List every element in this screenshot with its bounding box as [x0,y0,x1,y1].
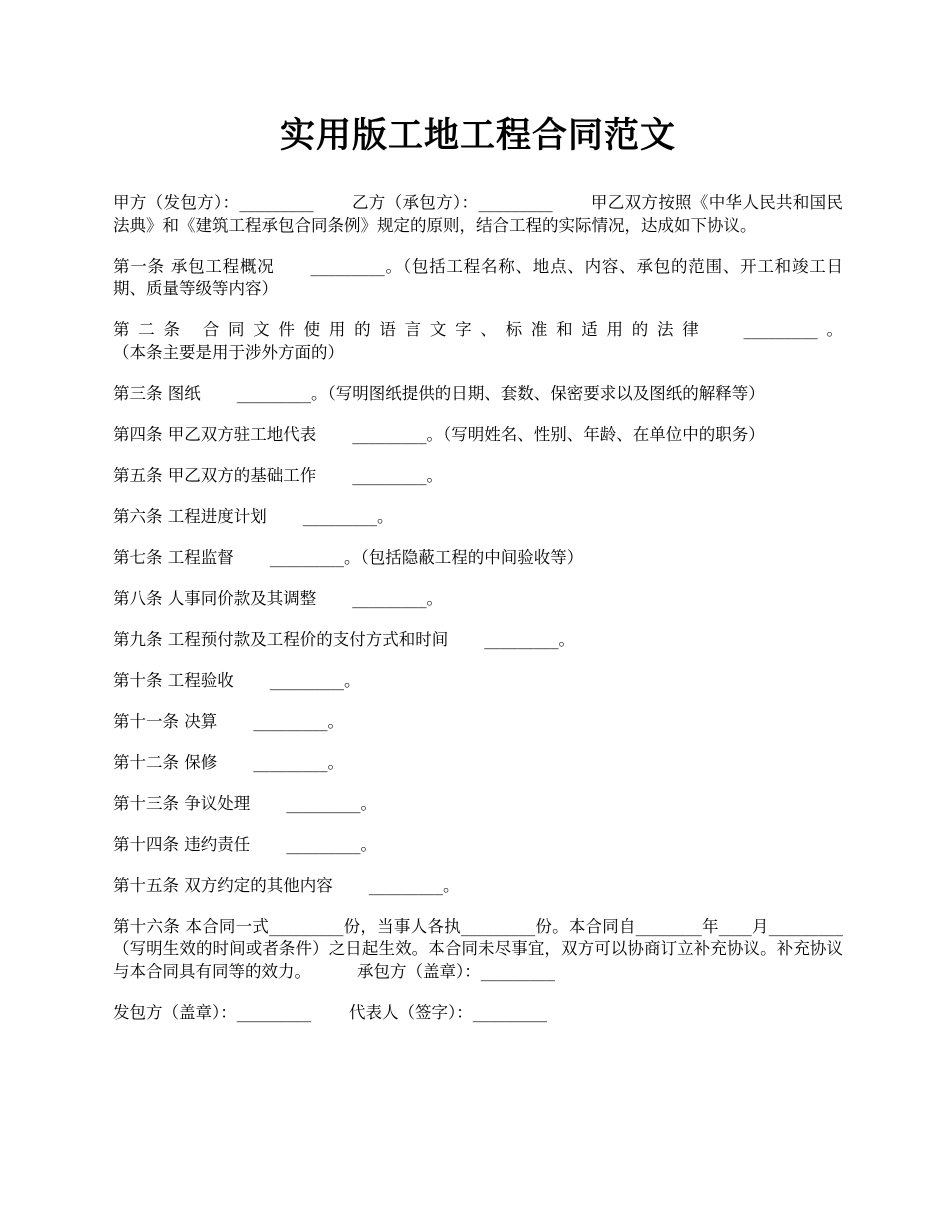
article-heading: 第四条 甲乙双方驻工地代表 [113,424,317,444]
article-16 [113,916,843,984]
article-paragraph [113,506,843,529]
article-blank: _________。 [352,465,443,485]
article-paragraph [113,629,843,652]
article-blank: _________。 [352,588,443,608]
articles-list [113,256,843,898]
article-blank: _________。 [352,424,443,444]
article-heading: 第十四条 违约责任 [113,834,251,854]
article-paragraph [113,383,843,406]
article-paragraph [113,752,843,775]
article-heading: 第一条 承包工程概况 [113,256,275,276]
representative-field: 代表人（签字）：_________ [349,1002,547,1022]
article-blank: _________。 [286,834,377,854]
article-paragraph [113,670,843,693]
contractor-seal-field: 承包方（盖章）：_________ [357,961,555,981]
article-blank: _________。 [302,506,394,526]
article-paragraph [113,711,843,734]
article-note: （包括工程名称、地点、内容、承包的范围、开工和竣工日期、质量等级等内容） [113,256,844,298]
article-paragraph [113,875,843,898]
article-note: （写明姓名、性别、年龄、在单位中的职务） [443,424,765,444]
document-page [113,112,843,1043]
article-paragraph [113,834,843,857]
article-blank: _________。 [368,875,460,895]
article-blank: _________。 [253,711,344,731]
article-blank: _________。 [269,547,361,567]
article-paragraph [113,319,843,364]
article-blank: _________。 [286,793,377,813]
document-title: 实用版工地工程合同范文 [279,115,676,156]
article-blank: _________。 [743,320,844,339]
article-blank: _________。 [236,383,328,403]
article-blank: _________。 [484,629,575,649]
article-note: （包括隐蔽工程的中间验收等） [360,547,584,567]
article-heading: 第五条 甲乙双方的基础工作 [113,465,317,485]
article-heading: 第十二条 保修 [113,752,218,772]
article-heading: 第八条 人事同价款及其调整 [113,588,317,608]
article-note: （写明图纸提供的日期、套数、保密要求以及图纸的解释等） [327,383,765,403]
article-note: （本条主要是用于涉外方面的） [113,342,344,362]
article-16-text: 第十六条 本合同一式_________份，当事人各执_________份。本合同自________年____月_________（写明生效的时间或者条件）之日起生效。本合同未尽事宜，双方可以协商订立补充协议。补充协议与本合同具有同等的效力。 [113,916,843,981]
article-heading: 第七条 工程监督 [113,547,234,567]
party-b-field: 乙方（承包方）：_________ [351,193,553,212]
party-a-field: 甲方（发包方）：_________ [113,193,314,212]
article-paragraph [113,793,843,816]
article-heading: 第九条 工程预付款及工程价的支付方式和时间 [113,629,449,649]
signatures-line [113,1002,843,1025]
article-paragraph [113,465,843,488]
article-blank: _________。 [253,752,344,772]
article-paragraph [113,588,843,611]
article-heading: 第十五条 双方约定的其他内容 [113,875,333,895]
article-heading: 第十条 工程验收 [113,670,234,690]
article-heading: 第十三条 争议处理 [113,793,251,813]
intro-paragraph [113,192,843,237]
article-paragraph [113,256,843,301]
article-blank: _________。 [269,670,361,690]
article-heading: 第二条 合同文件使用的语言文字、标准和适用的法律 [113,320,708,339]
article-heading: 第三条 图纸 [113,383,201,403]
article-heading: 第十一条 决算 [113,711,218,731]
intro-text: 甲乙双方按照《中华人民共和国民法典》和《建筑工程承包合同条例》规定的原则，结合工程的实际情况，达成如下协议。 [113,193,843,235]
employer-seal-field: 发包方（盖章）：_________ [113,1002,311,1022]
article-blank: _________。 [310,256,403,276]
article-paragraph [113,424,843,447]
article-heading: 第六条 工程进度计划 [113,506,267,526]
article-paragraph [113,547,843,570]
